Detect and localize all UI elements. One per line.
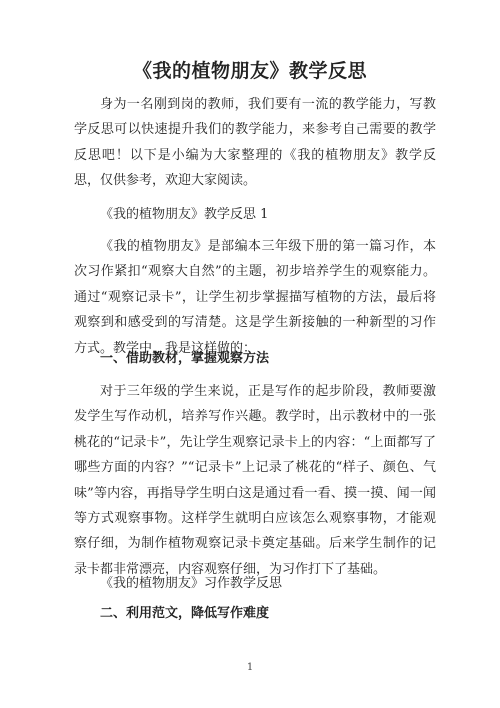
document-title: 《我的植物朋友》教学反思	[132, 60, 367, 82]
heading-2: 二、利用范文，降低写作难度	[100, 606, 270, 621]
section-title-1: 《我的植物朋友》教学反思 1	[100, 207, 269, 222]
section-title-2: 《我的植物朋友》习作教学反思	[100, 576, 283, 591]
paragraph-1: 《我的植物朋友》是部编本三年级下册的第一篇习作，本次习作紧扣“观察大自然”的主题，初步培养学生的观察能力。通过“观察记录卡”，让学生初步掌握描写植物的方法，最后将观察到和感受到的写清楚。这是学生新接触的一种新型的习作方式。教学中，我是这样做的：	[74, 239, 436, 356]
heading-1: 一、借助教材，掌握观察方法	[100, 351, 270, 366]
paragraph-2: 对于三年级的学生来说，正是写作的起步阶段，教师要激发学生写作动机，培养写作兴趣。教学时，出示教材中的一张桃花的“记录卡”，先让学生观察记录卡上的内容：“上面都写了哪些方面的内容？”“记录卡”上记录了桃花的“样子、颜色、气味”等内容，再指导学生明白这是通过看一看、摸一摸、闻一闻等方式观察事物。这样学生就明白应该怎么观察事物，才能观察仔细，为制作植物观察记录卡奠定基础。后来学生制作的记录卡都非常漂亮，内容观察仔细，为习作打下了基础。	[74, 384, 436, 577]
intro-paragraph: 身为一名刚到岗的教师，我们要有一流的教学能力，写教学反思可以快速提升我们的教学能力，来参考自己需要的教学反思吧！以下是小编为大家整理的《我的植物朋友》教学反思，仅供参考，欢迎大家阅读。	[74, 97, 436, 189]
page-number: 1	[246, 662, 254, 673]
